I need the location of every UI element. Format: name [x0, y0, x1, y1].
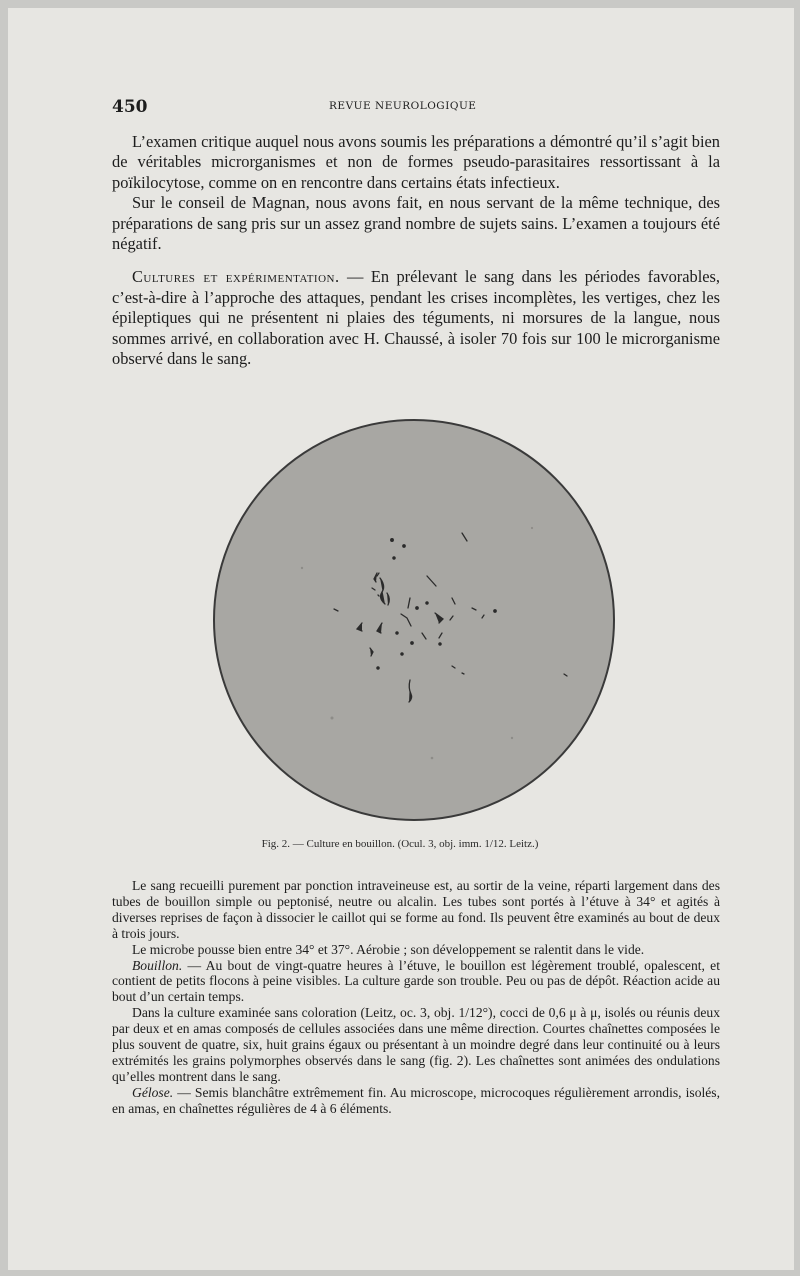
paragraph: Le microbe pousse bien entre 34° et 37°. Aérobie ; son développement se ralentit dans le vide.	[132, 941, 645, 957]
speck	[511, 737, 513, 739]
speck	[301, 567, 303, 569]
coccus	[401, 653, 403, 655]
speck	[531, 527, 533, 529]
paragraph: Sur le conseil de Magnan, nous avons fait, en nous servant de la même technique, des préparations de sang pris sur un assez grand nombre de sujets sains. L’examen a toujours été négatif.	[112, 193, 720, 254]
subsection-label: Gélose.	[132, 1084, 174, 1100]
figure-caption: Fig. 2. — Culture en bouillon. (Ocul. 3, obj. imm. 1/12. Leitz.)	[261, 838, 539, 850]
paragraph-text: — Semis blanchâtre extrêmement fin. Au microscope, microcoques régulièrement arrondis, isolés, en amas, en chaînettes régulières de 4 à 6 éléments.	[112, 1084, 720, 1116]
coccus	[416, 607, 418, 609]
paragraph	[112, 1085, 720, 1117]
subsection-label: Bouillon.	[132, 957, 183, 973]
coccus	[396, 632, 398, 634]
coccus	[411, 642, 413, 644]
coccus	[377, 667, 379, 669]
coccus	[439, 643, 441, 645]
speck	[331, 717, 334, 720]
microscope-field-disc	[214, 420, 614, 820]
coccus	[494, 610, 496, 612]
figure-microscope-field	[212, 418, 616, 822]
body-text-top	[112, 132, 720, 369]
section-paragraph	[112, 267, 720, 369]
running-title: REVUE NEUROLOGIQUE	[329, 100, 477, 112]
page-number: 450	[112, 97, 148, 117]
paragraph: L’examen critique auquel nous avons soumis les préparations a démontré qu’il s’agit bien de véritables microrganismes et non de formes pseudo-parasitaires ressortissant à la poïkilocytose, comme on en rencontre dans certains états infectieux.	[112, 132, 720, 192]
paragraph: Le sang recueilli purement par ponction intraveineuse est, au sortir de la veine, réparti largement dans des tubes de bouillon simple ou peptonisé, neutre ou alcalin. Les tubes sont portés à l’étuve à 34° et agités à diverses reprises de façon à dissocier le caillot qui se forme au fond. Ils peuvent être examinés au bout de deux à trois jours.	[112, 878, 720, 941]
body-text-bottom	[112, 878, 720, 1117]
coccus	[426, 602, 428, 604]
paragraph	[112, 958, 720, 1006]
coccus	[391, 539, 394, 542]
speck	[431, 757, 434, 760]
section-text: — En prélevant le sang dans les périodes favorables, c’est-à-dire à l’approche des attaques, pendant les crises incomplètes, les vertiges, chez les épileptiques qui ne présentent ni plaies des téguments, ni morsures de la langue, nous sommes arrivé, en collaboration avec H. Chaussé, à isoler 70 fois sur 100 le microrganisme observé dans le sang.	[112, 267, 720, 369]
coccus	[393, 557, 395, 559]
paragraph-text: — Au bout de vingt-quatre heures à l’étuve, le bouillon est légèrement troublé, opalescent, et contient de petits flocons à peine visibles. La culture garde son trouble. Peu ou pas de dépôt. Réaction acide au bout d’un certain temps.	[112, 957, 720, 1005]
page-header	[112, 97, 712, 117]
coccus	[403, 545, 405, 547]
paragraph: Dans la culture examinée sans coloration (Leitz, oc. 3, obj. 1/12°), cocci de 0,6 μ à μ, isolés ou réunis deux par deux et en amas composés de cellules associées dans une même direction. Courtes chaînettes composées le plus souvent de quatre, six, huit grains égaux ou présentant à un moindre degré dans leur continuité ou à leurs extrémités les grains polymorphes observés dans le sang (fig. 2). Les chaînettes sont animées des ondulations qu’elles montrent dans le sang.	[112, 1005, 720, 1084]
section-heading: Cultures et expérimentation.	[132, 267, 340, 287]
microscope-field-image	[212, 418, 616, 822]
